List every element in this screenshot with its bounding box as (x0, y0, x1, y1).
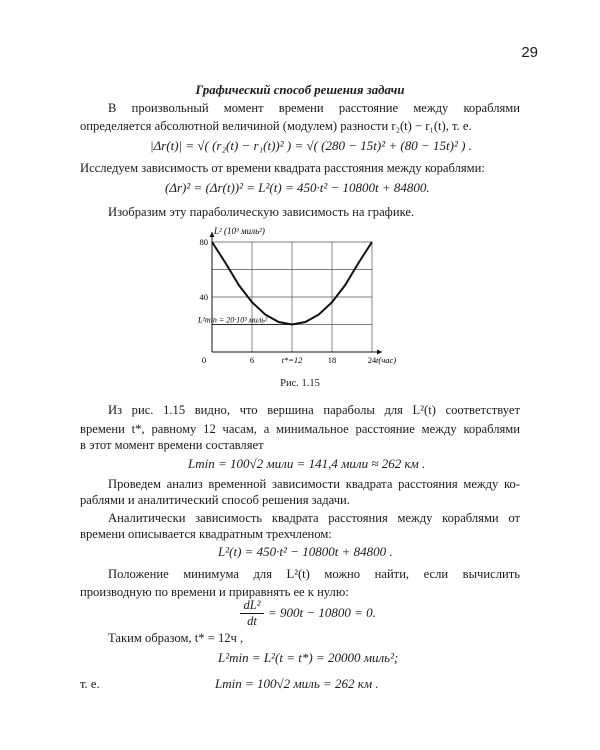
section-title: Графический способ решения задачи (195, 83, 405, 97)
paragraph-5-line-1: Проведем анализ временной зависимости квадрата расстояния между ко- (108, 477, 520, 491)
page-number: 29 (521, 44, 538, 61)
paragraph-1-line-1: В произвольный момент времени расстояние между кораблями (108, 101, 520, 115)
equation-1: |Δr(t)| = √( (r₂(t) − r₁(t))² ) = √( (280 − 15t)² + (80 − 15t)² ) . (150, 138, 472, 153)
derivative-denominator: dt (247, 614, 257, 628)
equation-5: = 900t − 10800 = 0. (268, 605, 376, 620)
y-axis-label: L² (10³ миль²) (214, 226, 265, 236)
y-tick-label-1: 40 (199, 292, 208, 302)
equation-6: L²min = L²(t = t*) = 20000 миль²; (218, 650, 399, 665)
paragraph-1-line-2: определяется абсолютной величиной (модулем) разности r₂(t) − r₁(t), т. е. (80, 119, 472, 133)
paragraph-3: Изобразим эту параболическую зависимость на графике. (108, 205, 415, 219)
x-tick-label-2: t*=12 (281, 355, 303, 365)
x-tick-label-4: 24 (367, 355, 377, 365)
paragraph-6-line-1: Аналитически зависимость квадрата расстояния между кораблями от (108, 511, 520, 525)
paragraph-4-line-1: Из рис. 1.15 видно, что вершина параболы для L²(t) соответствует (108, 403, 520, 417)
equation-7: Lmin = 100√2 миль = 262 км . (215, 676, 379, 691)
paragraph-4-line-2: времени t*, равному 12 часам, а минимальное расстояние между кораблями (80, 422, 520, 436)
x-tick-label-1: 6 (249, 355, 255, 365)
derivative-fraction (240, 598, 264, 629)
paragraph-4-line-3: в этот момент времени составляет (80, 438, 264, 452)
paragraph-7-line-2: производную по времени и приравнять ее к нулю: (80, 585, 349, 599)
parabola-chart (0, 222, 600, 372)
x-axis-label: t(час) (376, 355, 397, 365)
paragraph-8: Таким образом, t* = 12ч , (108, 631, 244, 645)
equation-2: (Δr)² = (Δr(t))² = L²(t) = 450·t² − 10800t + 84800. (165, 180, 430, 195)
te-label: т. е. (80, 677, 100, 691)
paragraph-6-line-2: времени описывается квадратным трехчленом: (80, 527, 332, 541)
paragraph-2: Исследуем зависимость от времени квадрата расстояния между кораблями: (80, 161, 485, 175)
chart-axes (210, 232, 383, 355)
equation-4: L²(t) = 450·t² − 10800t + 84800 . (218, 544, 393, 559)
y-tick-label-2: 80 (199, 237, 208, 247)
chart-grid (212, 242, 372, 352)
equation-3: Lmin = 100√2 мили = 141,4 мили ≈ 262 км . (188, 456, 426, 471)
figure-caption: Рис. 1.15 (280, 378, 320, 389)
x-axis-arrow (377, 350, 382, 355)
chart-ticks (200, 237, 378, 365)
x-tick-label-0: 0 (201, 355, 207, 365)
min-annotation: L²min = 20·10³ миль² (198, 315, 268, 325)
paragraph-7-line-1: Положение минимума для L²(t) можно найти, если вычислить (108, 567, 520, 581)
x-tick-label-3: 18 (327, 355, 337, 365)
derivative-numerator: dL² (240, 598, 264, 614)
paragraph-5-line-2: раблями и аналитический способ решения задачи. (80, 493, 350, 507)
